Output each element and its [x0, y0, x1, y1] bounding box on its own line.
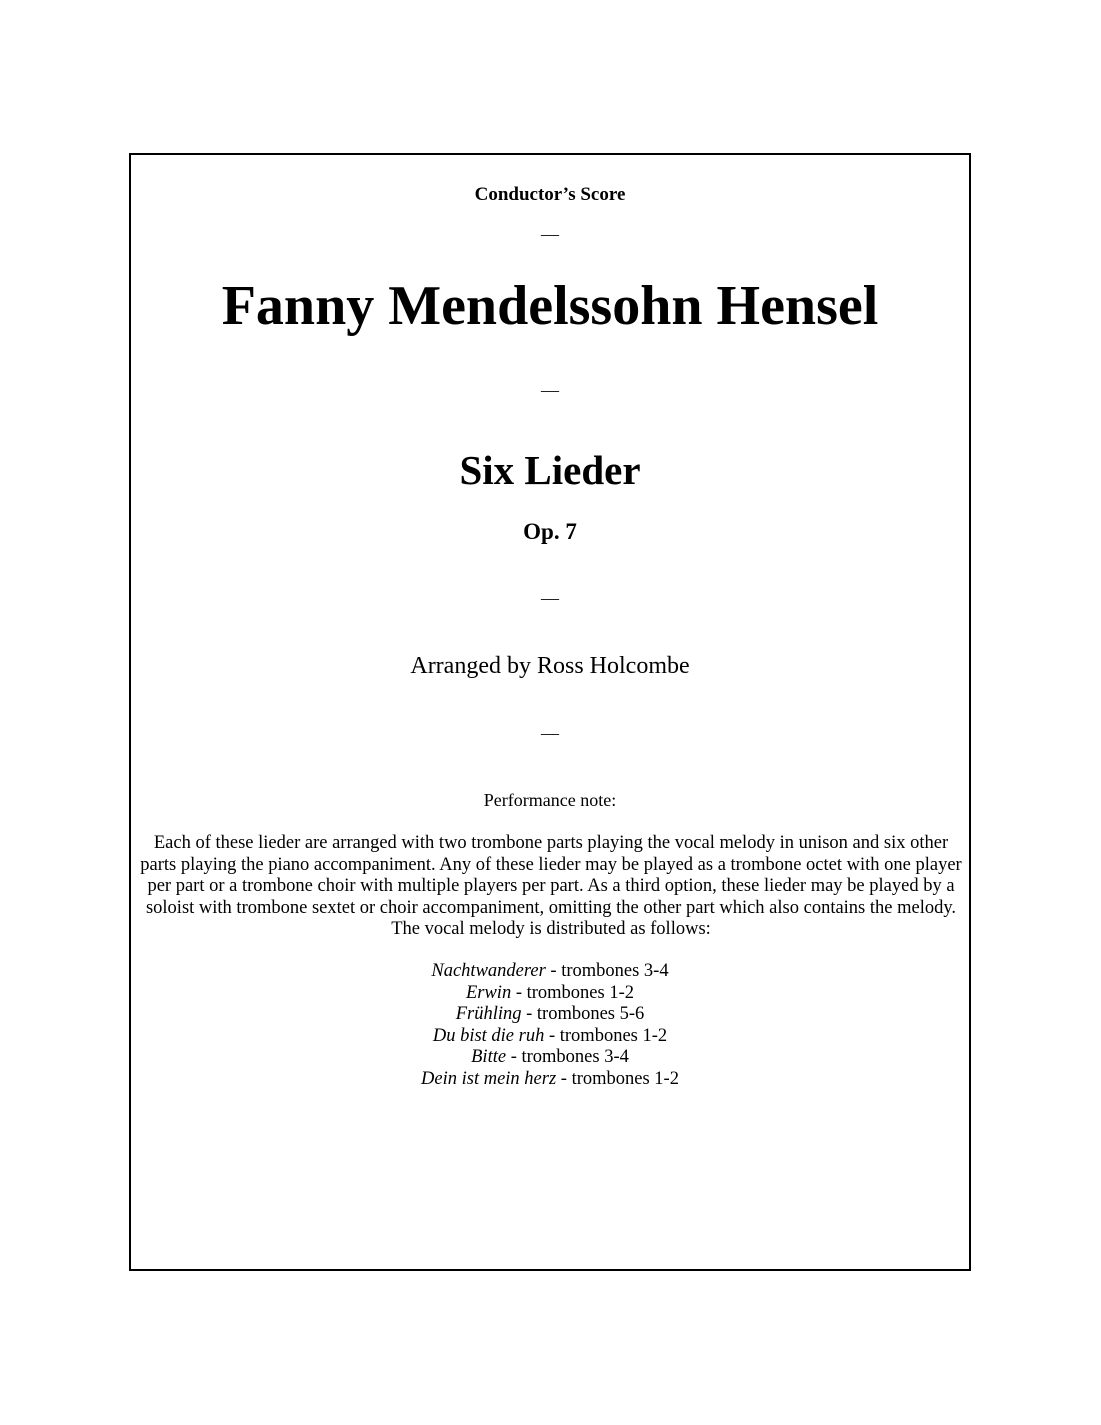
song-title: Bitte [471, 1047, 507, 1068]
performance-note-body: Each of these lieder are arranged with two trombone parts playing the vocal melody in unison and six other parts playing the piano accompaniment. Any of these lieder may be played as a trombone octet with one player per part or a trombone choir with multiple players per part. As a third option, these lieder may be played by a soloist with trombone sextet or choir accompaniment, omitting the other part which also contains the melody. The vocal melody is distributed as follows: [140, 833, 962, 940]
trombone-parts: - trombones 1-2 [544, 1025, 668, 1046]
song-title: Du bist die ruh [432, 1025, 545, 1046]
score-type-label: Conductor’s Score [474, 184, 626, 205]
melody-assignment [131, 1047, 969, 1069]
separator-dash: — [541, 224, 559, 244]
opus-number: Op. 7 [523, 519, 577, 544]
song-title: Nachtwanderer [431, 961, 546, 981]
trombone-parts: - trombones 1-2 [511, 982, 635, 1003]
melody-assignment [131, 961, 969, 983]
trombone-parts: - trombones 5-6 [521, 1004, 645, 1025]
performance-note-heading: Performance note: [483, 790, 617, 810]
trombone-parts: - trombones 3-4 [545, 961, 669, 981]
melody-assignment [131, 983, 969, 1005]
song-title: Erwin [465, 982, 512, 1003]
melody-distribution-list [131, 961, 969, 1091]
separator-dash: — [541, 380, 559, 400]
melody-assignment [131, 1069, 969, 1091]
title-page-frame [129, 153, 971, 1271]
separator-dash: — [541, 723, 559, 743]
separator-dash: — [541, 588, 559, 608]
composer-name: Fanny Mendelssohn Hensel [221, 275, 879, 337]
song-title: Dein ist mein herz [421, 1068, 557, 1089]
melody-assignment [131, 1026, 969, 1048]
trombone-parts: - trombones 1-2 [556, 1068, 679, 1089]
song-title: Frühling [455, 1004, 522, 1025]
arranger-credit: Arranged by Ross Holcombe [410, 653, 690, 679]
melody-assignment [131, 1004, 969, 1026]
work-title: Six Lieder [459, 447, 641, 493]
trombone-parts: - trombones 3-4 [506, 1047, 629, 1068]
